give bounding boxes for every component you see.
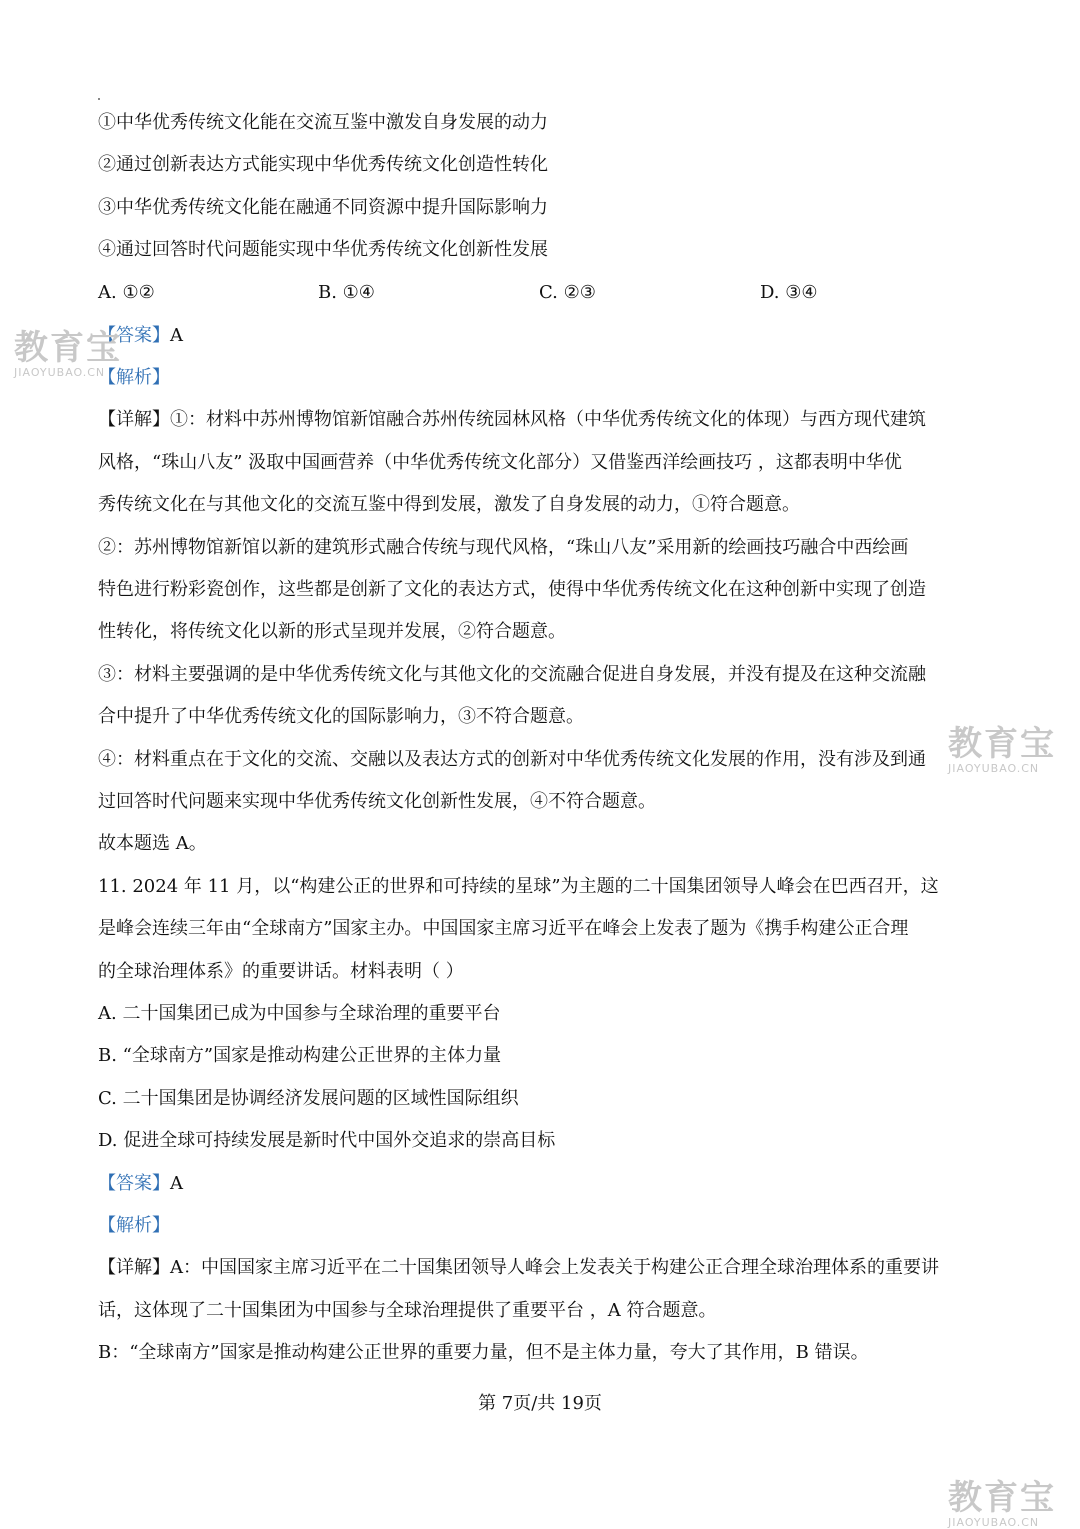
q11-option-c: C. 二十国集团是协调经济发展问题的区域性国际组织 <box>98 1088 519 1109</box>
q10-detail-line: ④：材料重点在于文化的交流、交融以及表达方式的创新对中华优秀传统文化发展的作用，没有涉及到通 <box>98 749 926 770</box>
q10-answer-value: A <box>170 325 183 346</box>
q11-detail-line: 【详解】A：中国国家主席习近平在二十国集团领导人峰会上发表关于构建公正合理全球治理体系的重要讲 <box>98 1257 939 1278</box>
q10-detail-line: 特色进行粉彩瓷创作，这些都是创新了文化的表达方式，使得中华优秀传统文化在这种创新中实现了创造 <box>98 579 926 600</box>
q11-detail-line: 话，这体现了二十国集团为中国参与全球治理提供了重要平台 ，A 符合题意。 <box>98 1300 717 1321</box>
q10-option-a: A. ①② <box>98 282 155 303</box>
statement-3: ③中华优秀传统文化能在融通不同资源中提升国际影响力 <box>98 197 548 218</box>
q11-stem-line: 是峰会连续三年由“全球南方”国家主办。中国国家主席习近平在峰会上发表了题为《携手构建公正合理 <box>98 918 909 939</box>
q11-answer-value: A <box>170 1173 183 1194</box>
q10-option-d: D. ③④ <box>760 282 818 303</box>
q10-option-b: B. ①④ <box>318 282 375 303</box>
q10-conclusion: 故本题选 A。 <box>98 833 207 854</box>
q11-answer-line <box>98 1172 183 1196</box>
watermark-logo: 教育宝 JIAOYUBAO.CN <box>948 724 1056 775</box>
q11-stem-line: 11. 2024 年 11 月，以“构建公正的世界和可持续的星球”为主题的二十国集团领导人峰会在巴西召开，这 <box>98 876 939 897</box>
q10-detail-line: ②：苏州博物馆新馆以新的建筑形式融合传统与现代风格，“珠山八友”采用新的绘画技巧融合中西绘画 <box>98 537 909 558</box>
q10-detail-line: 风格，“珠山八友” 汲取中国画营养（中华优秀传统文化部分）又借鉴西洋绘画技巧 ，这都表明中华优 <box>98 452 902 473</box>
q10-detail-line: 过回答时代问题来实现中华优秀传统文化创新性发展，④不符合题意。 <box>98 791 656 812</box>
watermark-logo: 教育宝 JIAOYUBAO.CN <box>14 328 122 379</box>
q10-option-c: C. ②③ <box>539 282 596 303</box>
q10-detail-line: 合中提升了中华优秀传统文化的国际影响力，③不符合题意。 <box>98 706 584 727</box>
q11-detail-line: B：“全球南方”国家是推动构建公正世界的重要力量，但不是主体力量，夸大了其作用，B 错误。 <box>98 1342 869 1363</box>
q10-detail-line: ③：材料主要强调的是中华优秀传统文化与其他文化的交流融合促进自身发展，并没有提及在这种交流融 <box>98 664 926 685</box>
watermark-logo: 教育宝 JIAOYUBAO.CN <box>948 1478 1056 1529</box>
q10-detail-line: 秀传统文化在与其他文化的交流互鉴中得到发展，激发了自身发展的动力，①符合题意。 <box>98 494 800 515</box>
q11-stem-line: 的全球治理体系》的重要讲话。材料表明（ ） <box>98 961 464 982</box>
q11-answer-tag: 【答案】 <box>98 1173 170 1194</box>
q11-analysis-tag: 【解析】 <box>98 1215 170 1236</box>
q10-detail-line: 【详解】①：材料中苏州博物馆新馆融合苏州传统园林风格（中华优秀传统文化的体现）与西方现代建筑 <box>98 409 926 430</box>
q10-detail-line: 性转化，将传统文化以新的形式呈现并发展，②符合题意。 <box>98 621 566 642</box>
q11-option-d: D. 促进全球可持续发展是新时代中国外交追求的崇高目标 <box>98 1130 556 1151</box>
statement-2: ②通过创新表达方式能实现中华优秀传统文化创造性转化 <box>98 154 548 175</box>
q10-answer-tag: 【答案】 <box>98 325 170 346</box>
statement-1: ①中华优秀传统文化能在交流互鉴中激发自身发展的动力 <box>98 112 548 133</box>
page-footer: 第 7页/共 19页 <box>478 1393 602 1414</box>
statement-4: ④通过回答时代问题能实现中华优秀传统文化创新性发展 <box>98 239 548 260</box>
q11-option-b: B. “全球南方”国家是推动构建公正世界的主体力量 <box>98 1045 502 1066</box>
margin-mark <box>98 98 100 100</box>
q11-option-a: A. 二十国集团已成为中国参与全球治理的重要平台 <box>98 1003 501 1024</box>
q10-analysis-tag: 【解析】 <box>98 367 170 388</box>
